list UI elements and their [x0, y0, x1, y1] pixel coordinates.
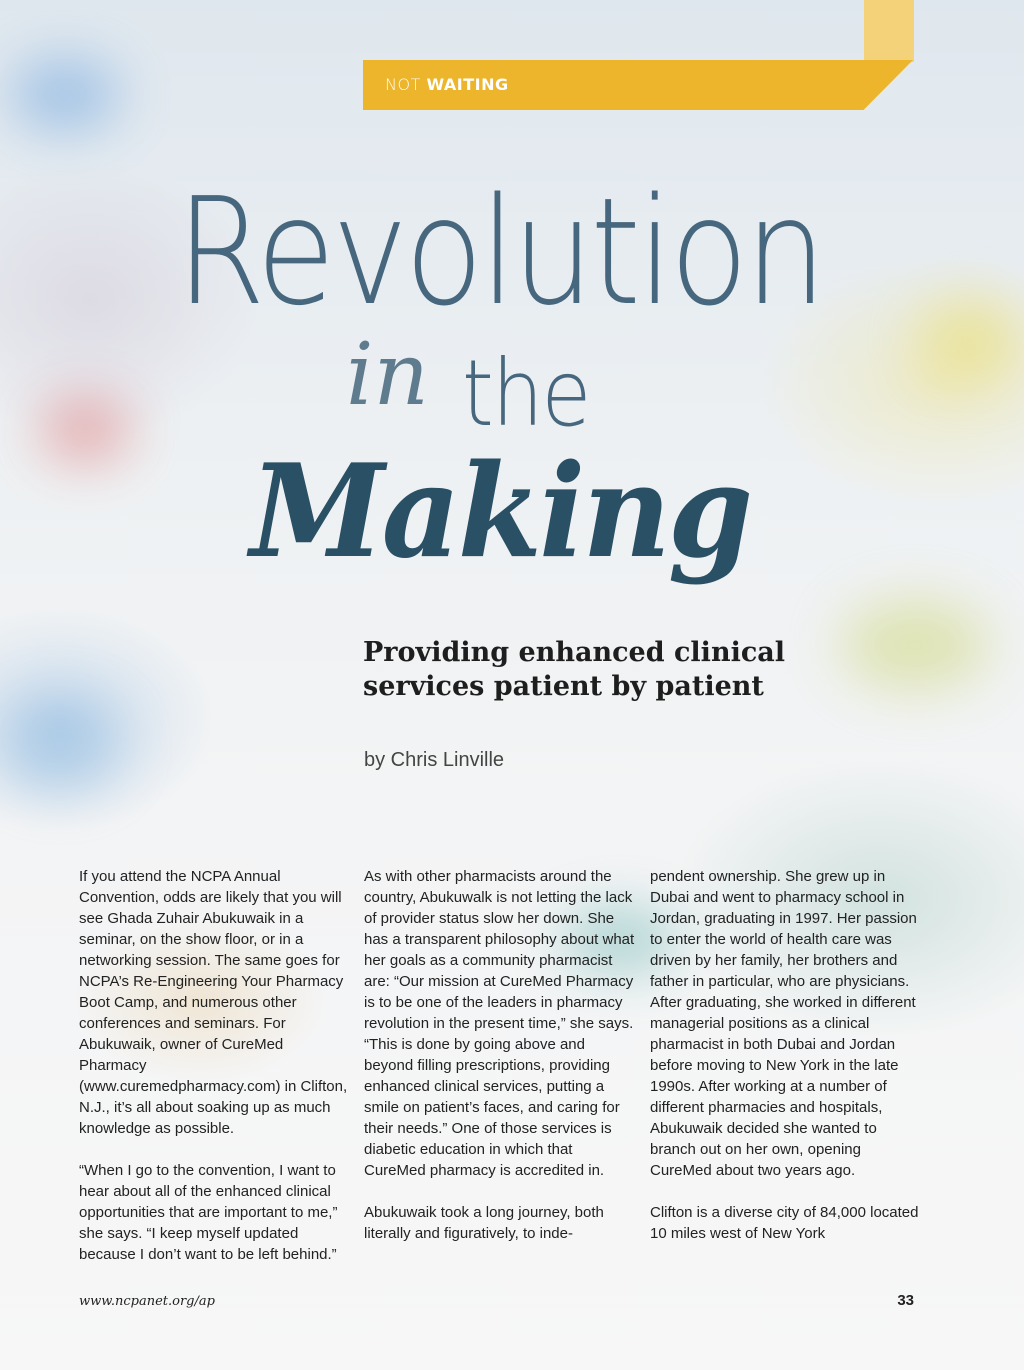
body-column-3: [650, 866, 922, 1265]
background-blur: [840, 600, 990, 690]
byline: by Chris Linville: [364, 749, 505, 771]
title-making: Making: [250, 437, 751, 587]
paragraph: pendent ownership. She grew up in Dubai and went to pharmacy school in Jordan, graduating in 1997. Her passion to enter the world of health care was driven by her family, her brothers and father in particular, who are physicians. After graduating, she worked in different managerial positions as a clinical pharmacist in both Dubai and Jordan before moving to New York in the late 1990s. After working at a number of different pharmacies and hospitals, Abukuwaik decided she wanted to branch out on her own, opening CureMed about two years ago.: [650, 868, 917, 1179]
body-column-1: [79, 866, 351, 1286]
paragraph: As with other pharmacists around the country, Abukuwalk is not letting the lack of provider status slow her down. She has a transparent philosophy about what her goals as a community pharmacist are: “Our mission at CureMed Pharmacy is to be one of the leaders in pharmacy revolution in the present time,” she says. “This is done by going above and beyond filling prescriptions, providing enhanced clinical services, putting a smile on patient’s faces, and caring for their needs.” One of those services is diabetic education in which that CureMed pharmacy is accredited in.: [364, 868, 635, 1179]
section-prefix: NOT: [385, 75, 421, 94]
title-in: in: [346, 325, 429, 425]
paragraph: Clifton is a diverse city of 84,000 located 10 miles west of New York: [650, 1204, 919, 1242]
section-label: [385, 75, 509, 94]
page-number: 33: [897, 1292, 914, 1309]
section-name: WAITING: [426, 75, 509, 94]
deck-subtitle: Providing enhanced clinical services patient by patient: [363, 637, 786, 702]
title-the: the: [462, 340, 590, 447]
section-banner: [363, 60, 913, 110]
background-blur: [40, 400, 130, 460]
footer-url: www.ncpanet.org/ap: [79, 1294, 215, 1309]
background-blur: [920, 300, 1020, 380]
title-revolution: Revolution: [176, 166, 824, 338]
paragraph: If you attend the NCPA Annual Convention, odds are likely that you will see Ghada Zuhair Abukuwaik in a seminar, on the show floor, or in a networking session. The same goes for NCPA’s Re-Engineering Your Pharmacy Boot Camp, and numerous other conferences and seminars. For Abukuwaik, owner of CureMed Pharmacy (www.curemedpharmacy.com) in Clifton, N.J., it’s all about soaking up as much knowledge as possible.: [79, 868, 348, 1137]
background-blur: [0, 700, 120, 790]
paragraph: Abukuwaik took a long journey, both literally and figuratively, to inde-: [364, 1204, 604, 1242]
paragraph: “When I go to the convention, I want to hear about all of the enhanced clinical opportunities that are important to me,” she says. “I keep myself updated because I don’t want to be left behind.”: [79, 1162, 338, 1263]
banner-tab: [864, 0, 914, 62]
body-column-2: [364, 866, 636, 1265]
background-blur: [10, 60, 120, 130]
